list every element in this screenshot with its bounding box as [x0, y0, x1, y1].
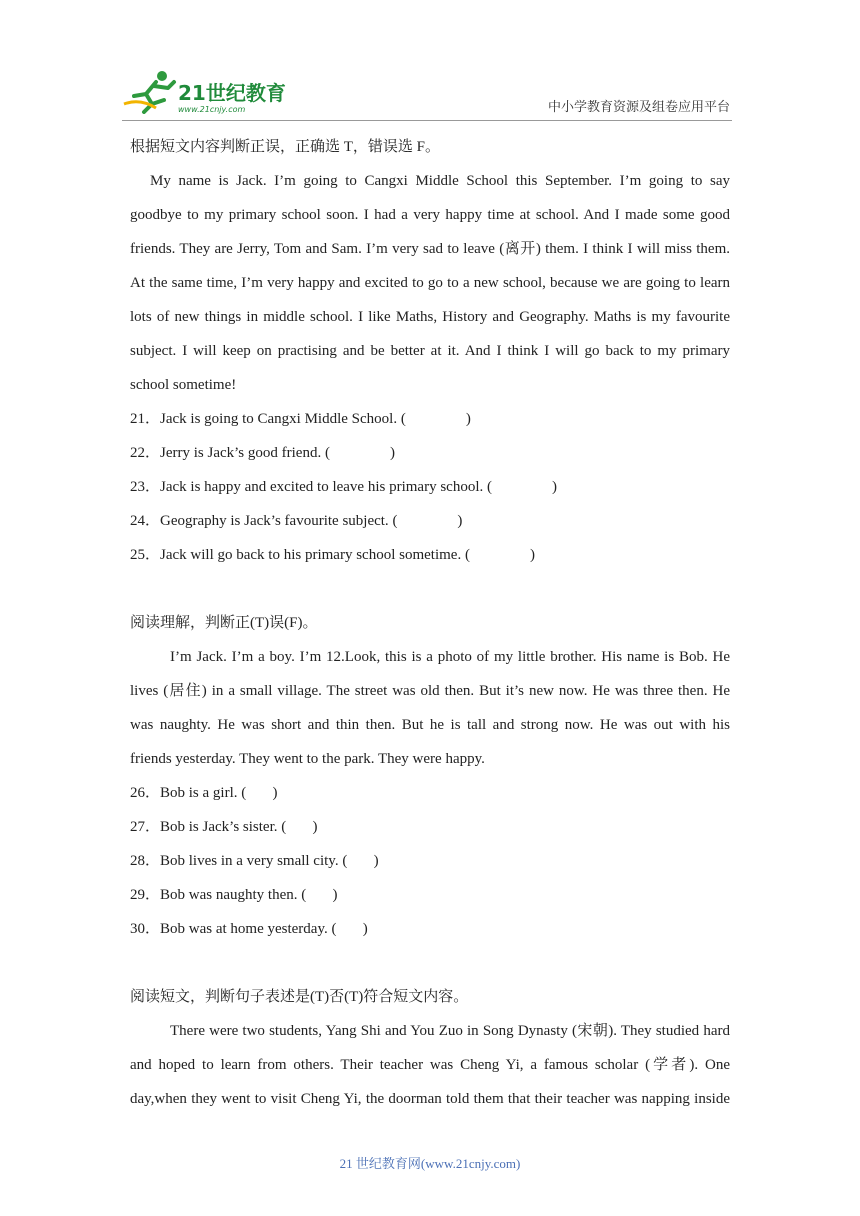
passage2-line: I’m Jack. I’m a boy. I’m 12.Look, this is a photo of my little brother. His name is Bob. He	[170, 649, 730, 665]
question-item	[130, 470, 730, 504]
passage2-line: was naughty. He was short and thin then. But he is tall and strong now. He was out with his	[130, 717, 730, 733]
logo-text: 21世纪教育	[178, 81, 286, 105]
question-number: 25．	[130, 547, 161, 563]
question-item	[130, 402, 730, 436]
question-item	[130, 878, 730, 912]
answer-blank[interactable]: ( )	[483, 479, 557, 495]
answer-blank[interactable]: ( )	[297, 887, 338, 903]
passage3-line: and hoped to learn from others. Their teacher was Cheng Yi, a famous scholar (学者). One	[130, 1057, 730, 1073]
page-footer: 21 世纪教育网(www.21cnjy.com)	[339, 1156, 521, 1171]
passage1-line: My name is Jack. I’m going to Cangxi Middle School this September. I’m going to say	[150, 173, 730, 189]
question-text: Bob lives in a very small city.	[160, 853, 339, 869]
section-spacer	[130, 572, 730, 606]
passage3-line: day,when they went to visit Cheng Yi, the doorman told them that their teacher was napping inside	[130, 1091, 730, 1107]
question-item	[130, 810, 730, 844]
running-person-logo-icon	[124, 71, 174, 112]
answer-blank[interactable]: ( )	[277, 819, 318, 835]
answer-blank[interactable]: ( )	[327, 921, 368, 937]
answer-blank[interactable]: ( )	[237, 785, 278, 801]
section3-instruction: 阅读短文，判断句子表述是(T)否(T)符合短文内容。	[130, 989, 469, 1005]
logo-url: www.21cnjy.com	[178, 105, 246, 114]
question-number: 24．	[130, 513, 161, 529]
section2-instruction: 阅读理解，判断正(T)误(F)。	[130, 615, 318, 631]
question-item	[130, 912, 730, 946]
header-divider	[122, 120, 732, 121]
question-text: Bob was naughty then.	[160, 887, 298, 903]
question-text: Jack is going to Cangxi Middle School.	[160, 411, 398, 427]
passage1-line: friends. They are Jerry, Tom and Sam. I’m very sad to leave (离开) them. I think I will miss them.	[130, 241, 730, 257]
passage1-line: lots of new things in middle school. I like Maths, History and Geography. Maths is my favourite	[130, 309, 730, 325]
answer-blank[interactable]: ( )	[388, 513, 463, 529]
question-number: 22．	[130, 445, 161, 461]
question-item	[130, 436, 730, 470]
question-text: Bob is Jack’s sister.	[160, 819, 278, 835]
site-logo	[120, 68, 290, 114]
question-text: Bob was at home yesterday.	[160, 921, 328, 937]
question-item	[130, 844, 730, 878]
question-number: 30．	[130, 921, 161, 937]
question-number: 26．	[130, 785, 161, 801]
passage1-line: subject. I will keep on practising and be better at it. And I think I will go back to my primary	[130, 343, 730, 359]
question-text: Jerry is Jack’s good friend.	[160, 445, 322, 461]
answer-blank[interactable]: ( )	[338, 853, 379, 869]
question-number: 21．	[130, 411, 161, 427]
passage3-line: There were two students, Yang Shi and You Zuo in Song Dynasty (宋朝). They studied hard	[170, 1023, 730, 1039]
passage1-line: goodbye to my primary school soon. I had a very happy time at school. And I made some good	[130, 207, 730, 223]
question-item	[130, 504, 730, 538]
question-text: Jack is happy and excited to leave his primary school.	[160, 479, 484, 495]
answer-blank[interactable]: ( )	[461, 547, 535, 563]
question-number: 23．	[130, 479, 161, 495]
passage1-line: school sometime!	[130, 377, 237, 393]
passage2-line: lives (居住) in a small village. The street was old then. But it’s new now. He was three then. He	[130, 683, 730, 699]
question-number: 29．	[130, 887, 161, 903]
question-text: Jack will go back to his primary school sometime.	[160, 547, 462, 563]
answer-blank[interactable]: ( )	[321, 445, 395, 461]
document-body	[130, 130, 730, 1116]
passage1-line: At the same time, I’m very happy and excited to go to a new school, because we are going to learn	[130, 275, 730, 291]
passage2-line: friends yesterday. They went to the park. They were happy.	[130, 751, 485, 767]
page-header	[120, 62, 732, 122]
question-item	[130, 538, 730, 572]
section-spacer	[130, 946, 730, 980]
question-text: Geography is Jack’s favourite subject.	[160, 513, 389, 529]
platform-name: 中小学教育资源及组卷应用平台	[547, 99, 730, 114]
answer-blank[interactable]: ( )	[397, 411, 471, 427]
question-text: Bob is a girl.	[160, 785, 238, 801]
question-item	[130, 776, 730, 810]
section1-instruction: 根据短文内容判断正误，正确选 T，错误选 F。	[130, 139, 441, 155]
question-number: 28．	[130, 853, 161, 869]
question-number: 27．	[130, 819, 161, 835]
